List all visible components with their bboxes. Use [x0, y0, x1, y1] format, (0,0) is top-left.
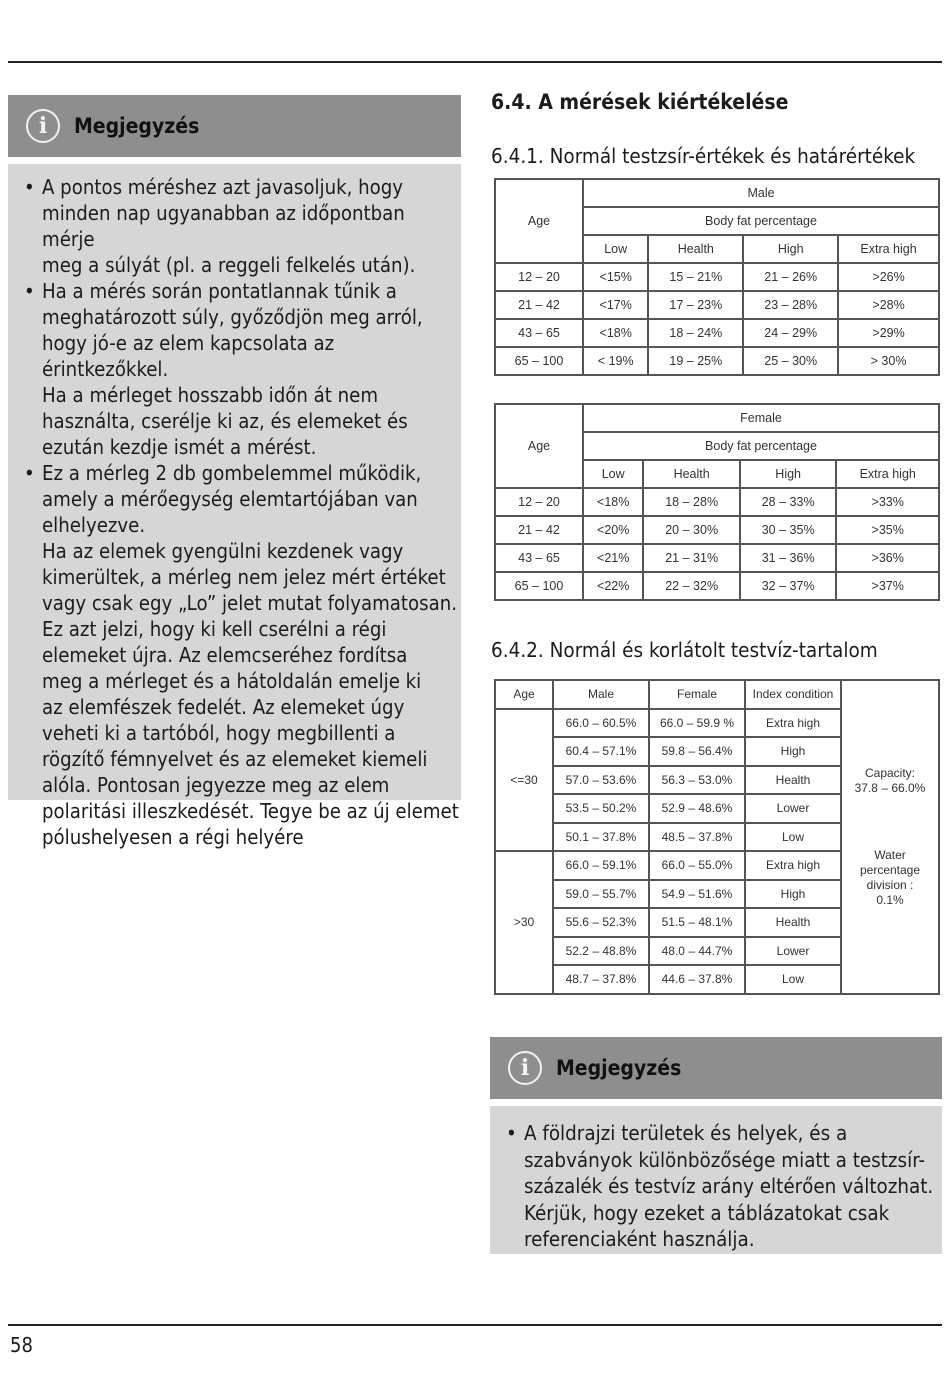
body-fat-table-female [494, 403, 940, 601]
list-item: • A pontos méréshez azt javasoljuk, hogy minden nap ugyanabban az időpontban mérje meg a súlyát (pl. a reggeli felkelés után). [8, 174, 461, 278]
table-cell: >37% [836, 572, 939, 600]
note-title: Megjegyzés [74, 114, 200, 138]
column-header: High [743, 235, 838, 263]
note-list [490, 1120, 942, 1253]
table-cell: 56.3 – 53.0% [649, 766, 745, 795]
column-header: Extra high [838, 235, 939, 263]
column-header: Low [583, 460, 643, 488]
table-cell: Extra high [745, 851, 841, 880]
table-row [495, 263, 939, 291]
list-item: • Ha a mérés során pontatlannak tűnik a meghatározott súly, győződjön meg arról, hogy jó-e az elem kapcsolata az érintkezőkkel. Ha a mérleget hosszabb időn át nem használta, cserélje ki az, és elemeket és ezután kezdje ismét a mérést. [8, 278, 461, 460]
table-cell: 18 – 24% [648, 319, 743, 347]
table-cell: 44.6 – 37.8% [649, 965, 745, 994]
table-cell: 15 – 21% [648, 263, 743, 291]
table-cell: Low [745, 823, 841, 852]
table-cell: 52.2 – 48.8% [553, 937, 649, 966]
table-cell: 30 – 35% [740, 516, 837, 544]
column-header: Low [583, 235, 648, 263]
table-cell: 25 – 30% [743, 347, 838, 375]
note-box-battery [8, 95, 461, 849]
table-cell: >35% [836, 516, 939, 544]
note-title: Megjegyzés [556, 1056, 682, 1080]
table-cell: Health [745, 908, 841, 937]
table-cell: High [745, 737, 841, 766]
table-cell: 21 – 42 [495, 516, 583, 544]
column-header: Index condition [745, 680, 841, 709]
table-cell: 19 – 25% [648, 347, 743, 375]
column-header: High [740, 460, 837, 488]
table-cell: Lower [745, 794, 841, 823]
info-icon: i [508, 1051, 542, 1085]
table-row [495, 319, 939, 347]
table-cell: Health [745, 766, 841, 795]
subheader: Body fat percentage [583, 432, 939, 460]
table-cell: >36% [836, 544, 939, 572]
body-water-table [494, 679, 940, 995]
note-body [490, 1106, 942, 1254]
age-group-cell: >30 [495, 851, 553, 994]
table-cell: 66.0 – 60.5% [553, 709, 649, 738]
info-icon: i [26, 109, 60, 143]
table-cell: <18% [583, 319, 648, 347]
table-cell: 17 – 23% [648, 291, 743, 319]
table-cell: 12 – 20 [495, 263, 583, 291]
table-cell: >28% [838, 291, 939, 319]
note-body [8, 164, 461, 849]
table-cell: < 19% [583, 347, 648, 375]
age-header: Age [495, 404, 583, 488]
table-cell: 24 – 29% [743, 319, 838, 347]
body-fat-table-male [494, 178, 940, 376]
table-cell: 22 – 32% [643, 572, 740, 600]
table-cell: 32 – 37% [740, 572, 837, 600]
table-cell: <20% [583, 516, 643, 544]
table-cell: 66.0 – 59.1% [553, 851, 649, 880]
table-cell: 54.9 – 51.6% [649, 880, 745, 909]
table-cell: 48.5 – 37.8% [649, 823, 745, 852]
column-header: Female [649, 680, 745, 709]
subheader: Body fat percentage [583, 207, 939, 235]
age-header: Age [495, 179, 583, 263]
table-cell: 12 – 20 [495, 488, 583, 516]
table-cell: 43 – 65 [495, 319, 583, 347]
column-header: Health [648, 235, 743, 263]
table-cell: 28 – 33% [740, 488, 837, 516]
table-row [495, 347, 939, 375]
group-header: Male [583, 179, 939, 207]
header-rule [8, 61, 942, 63]
table-row [495, 544, 939, 572]
table-cell: <17% [583, 291, 648, 319]
table-cell: 66.0 – 55.0% [649, 851, 745, 880]
table-cell: 31 – 36% [740, 544, 837, 572]
column-header: Age [495, 680, 553, 709]
capacity-note: Capacity: 37.8 – 66.0% Water percentage division : 0.1% [841, 680, 939, 994]
table-cell: 43 – 65 [495, 544, 583, 572]
column-header: Male [553, 680, 649, 709]
table-row [495, 572, 939, 600]
table-cell: 65 – 100 [495, 572, 583, 600]
table-cell: 51.5 – 48.1% [649, 908, 745, 937]
note-list [8, 174, 461, 850]
table-cell: 48.0 – 44.7% [649, 937, 745, 966]
table-cell: Low [745, 965, 841, 994]
note-box-regional [490, 1037, 942, 1254]
footer-rule [8, 1324, 942, 1326]
column-header: Health [643, 460, 740, 488]
table-cell: >33% [836, 488, 939, 516]
list-item: • A földrajzi területek és helyek, és a szabványok különbözősége miatt a testzsír- százalék és testvíz arány eltérően változhat. Kérjük, hogy ezeket a táblázatokat csak referenciaként használja. [490, 1120, 942, 1253]
table-cell: <22% [583, 572, 643, 600]
table-cell: <18% [583, 488, 643, 516]
table-cell: 21 – 42 [495, 291, 583, 319]
table-row [495, 516, 939, 544]
table-cell: <21% [583, 544, 643, 572]
subsection-title-body-fat: 6.4.1. Normál testzsír-értékek és határértékek [491, 144, 916, 168]
table-cell: 50.1 – 37.8% [553, 823, 649, 852]
table-cell: Extra high [745, 709, 841, 738]
group-header: Female [583, 404, 939, 432]
table-row [495, 291, 939, 319]
age-group-cell: <=30 [495, 709, 553, 852]
note-header [490, 1037, 942, 1099]
table-cell: 59.8 – 56.4% [649, 737, 745, 766]
table-cell: 65 – 100 [495, 347, 583, 375]
table-cell: 59.0 – 55.7% [553, 880, 649, 909]
section-title: 6.4. A mérések kiértékelése [491, 90, 789, 114]
table-cell: Lower [745, 937, 841, 966]
table-cell: 60.4 – 57.1% [553, 737, 649, 766]
table-cell: 20 – 30% [643, 516, 740, 544]
table-row [495, 488, 939, 516]
table-cell: 21 – 31% [643, 544, 740, 572]
table-cell: 21 – 26% [743, 263, 838, 291]
table-cell: >26% [838, 263, 939, 291]
note-header [8, 95, 461, 157]
table-cell: 53.5 – 50.2% [553, 794, 649, 823]
list-item: • Ez a mérleg 2 db gombelemmel működik, amely a mérőegység elemtartójában van elhelyezve. Ha az elemek gyengülni kezdenek vagy kimerültek, a mérleg nem jelez mért értéket vagy csak egy „Lo” jelet mutat folyamatosan. Ez azt jelzi, hogy ki kell cserélni a régi elemeket újra. Az elemcseréhez fordítsa meg a mérleget és a hátoldalán emelje ki az elemfészek fedelét. Az elemeket úgy veheti ki a tartóból, hogy megbillenti a rögzítő fémnyelvet és az elemeket kiemeli alóla. Pontosan jegyezze meg az elem polaritási illeszkedését. Tegye be az új elemet pólushelyesen a régi helyére [8, 460, 461, 850]
table-cell: <15% [583, 263, 648, 291]
table-cell: 23 – 28% [743, 291, 838, 319]
table-cell: 48.7 – 37.8% [553, 965, 649, 994]
table-cell: >29% [838, 319, 939, 347]
table-cell: 66.0 – 59.9 % [649, 709, 745, 738]
table-cell: 18 – 28% [643, 488, 740, 516]
subsection-title-body-water: 6.4.2. Normál és korlátolt testvíz-tartalom [491, 638, 878, 662]
table-cell: 55.6 – 52.3% [553, 908, 649, 937]
page-number: 58 [10, 1333, 33, 1357]
column-header: Extra high [836, 460, 939, 488]
table-cell: > 30% [838, 347, 939, 375]
table-cell: 52.9 – 48.6% [649, 794, 745, 823]
table-cell: High [745, 880, 841, 909]
table-cell: 57.0 – 53.6% [553, 766, 649, 795]
